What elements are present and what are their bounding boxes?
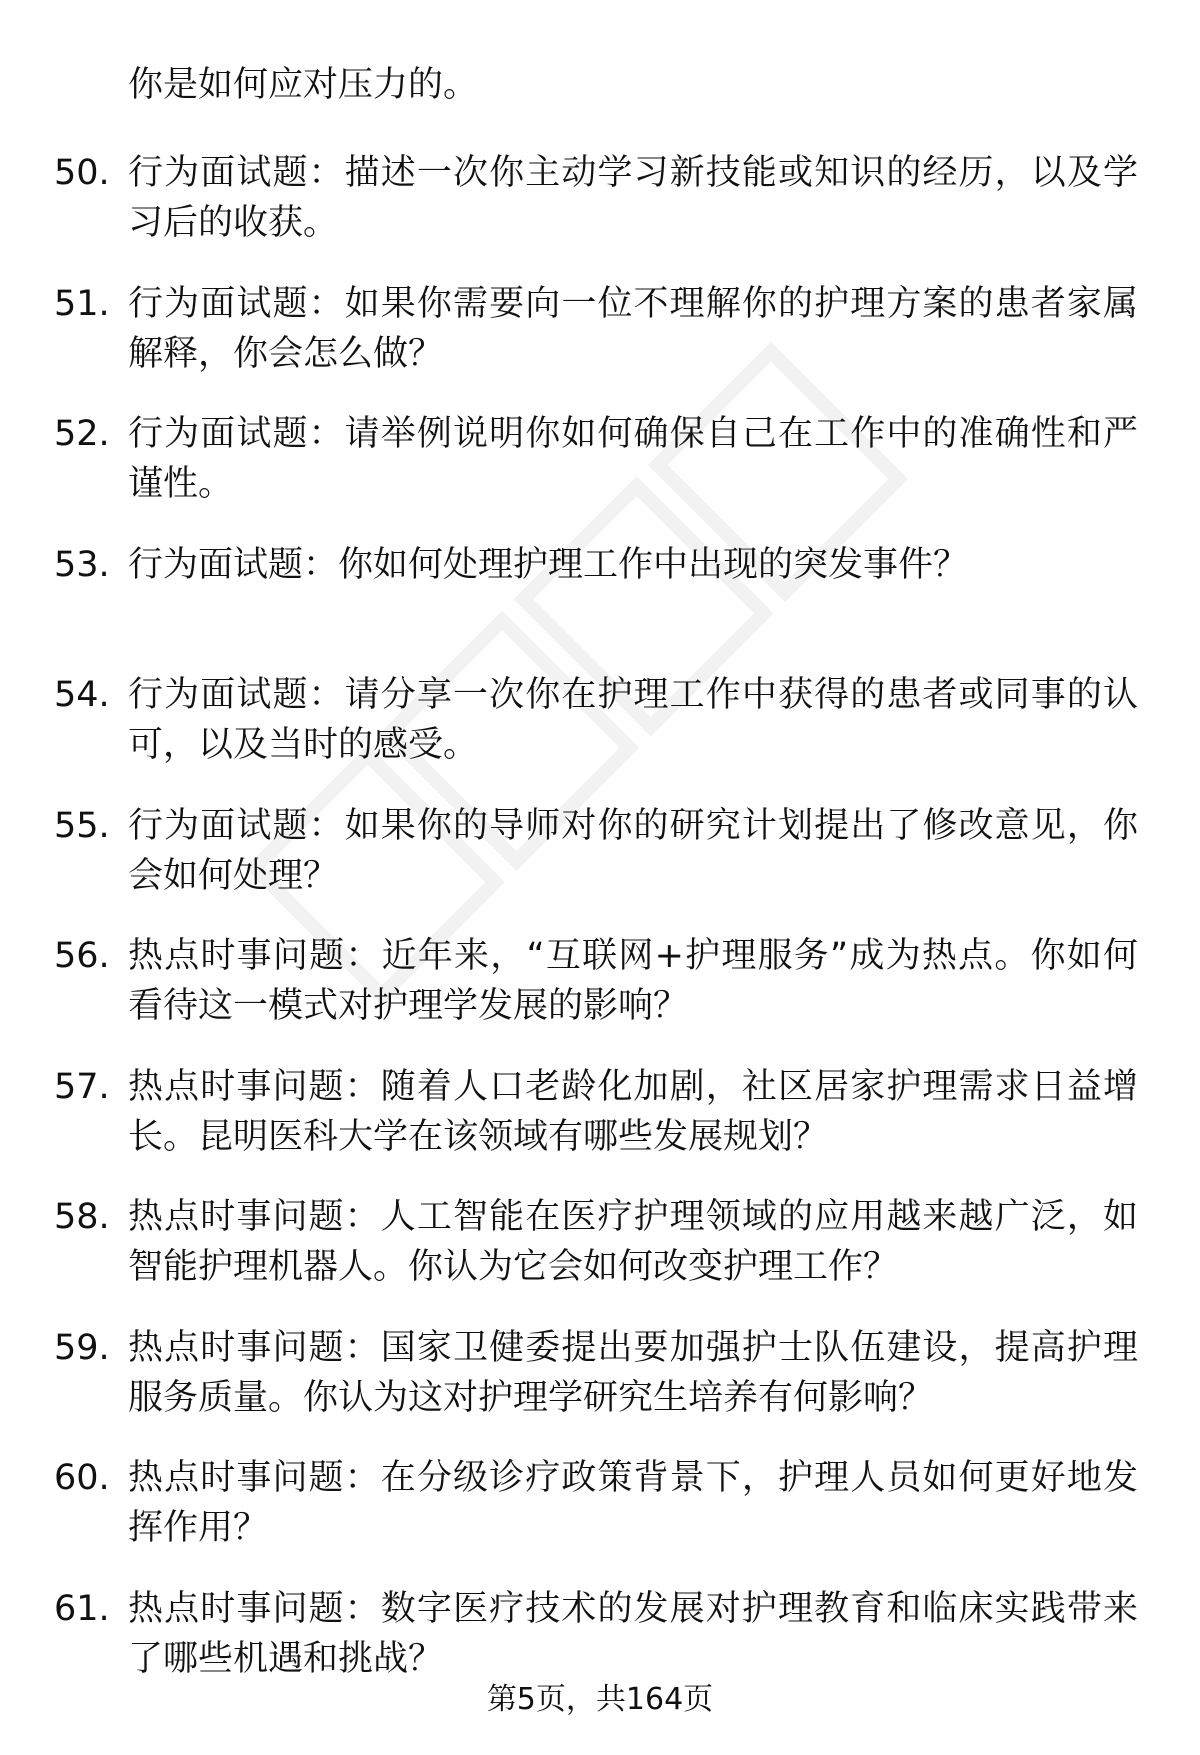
question-text: 热点时事问题：随着人口老龄化加剧，社区居家护理需求日益增长。昆明医科大学在该领域有哪些发展规划？ xyxy=(128,1066,1138,1157)
question-text: 行为面试题：描述一次你主动学习新技能或知识的经历，以及学习后的收获。 xyxy=(128,153,1138,243)
question-item xyxy=(0,540,1200,671)
question-item xyxy=(0,1192,1200,1323)
question-number: 58. xyxy=(54,1197,110,1237)
question-text: 行为面试题：如果你的导师对你的研究计划提出了修改意见，你会如何处理？ xyxy=(128,805,1138,896)
question-number: 54. xyxy=(54,675,110,715)
question-list xyxy=(0,148,1200,1714)
question-number: 60. xyxy=(54,1458,110,1498)
question-number: 55. xyxy=(54,805,110,846)
question-text: 热点时事问题：人工智能在医疗护理领域的应用越来越广泛，如智能护理机器人。你认为它会如何改变护理工作？ xyxy=(128,1197,1138,1287)
question-number: 56. xyxy=(54,936,110,976)
question-text: 行为面试题：请分享一次你在护理工作中获得的患者或同事的认可，以及当时的感受。 xyxy=(128,675,1138,765)
question-text: 热点时事问题：近年来，“互联网+护理服务”成为热点。你如何看待这一模式对护理学发展的影响？ xyxy=(128,936,1138,1026)
question-number: 52. xyxy=(54,414,110,454)
question-item xyxy=(0,801,1200,932)
question-number: 53. xyxy=(54,544,110,585)
question-item xyxy=(0,148,1200,279)
question-item xyxy=(0,670,1200,801)
question-number: 57. xyxy=(54,1066,110,1107)
question-item xyxy=(0,1453,1200,1584)
question-text: 行为面试题：你如何处理护理工作中出现的突发事件？ xyxy=(128,544,969,585)
question-number: 51. xyxy=(54,283,110,324)
continued-question-text: 你是如何应对压力的。 xyxy=(128,65,479,105)
question-number: 50. xyxy=(54,153,110,193)
question-number: 59. xyxy=(54,1327,110,1368)
question-item xyxy=(0,1323,1200,1454)
question-text: 行为面试题：请举例说明你如何确保自己在工作中的准确性和严谨性。 xyxy=(128,414,1138,504)
question-item xyxy=(0,279,1200,410)
question-item xyxy=(0,1062,1200,1193)
question-text: 行为面试题：如果你需要向一位不理解你的护理方案的患者家属解释，你会怎么做？ xyxy=(128,283,1138,374)
page-footer: 第5页，共164页 xyxy=(486,1682,714,1717)
question-item xyxy=(0,931,1200,1062)
question-text: 热点时事问题：在分级诊疗政策背景下，护理人员如何更好地发挥作用？ xyxy=(128,1458,1138,1548)
question-item xyxy=(0,409,1200,540)
question-text: 热点时事问题：国家卫健委提出要加强护士队伍建设，提高护理服务质量。你认为这对护理学研究生培养有何影响？ xyxy=(128,1327,1138,1418)
question-text: 热点时事问题：数字医疗技术的发展对护理教育和临床实践带来了哪些机遇和挑战？ xyxy=(128,1588,1138,1679)
question-number: 61. xyxy=(54,1588,110,1629)
